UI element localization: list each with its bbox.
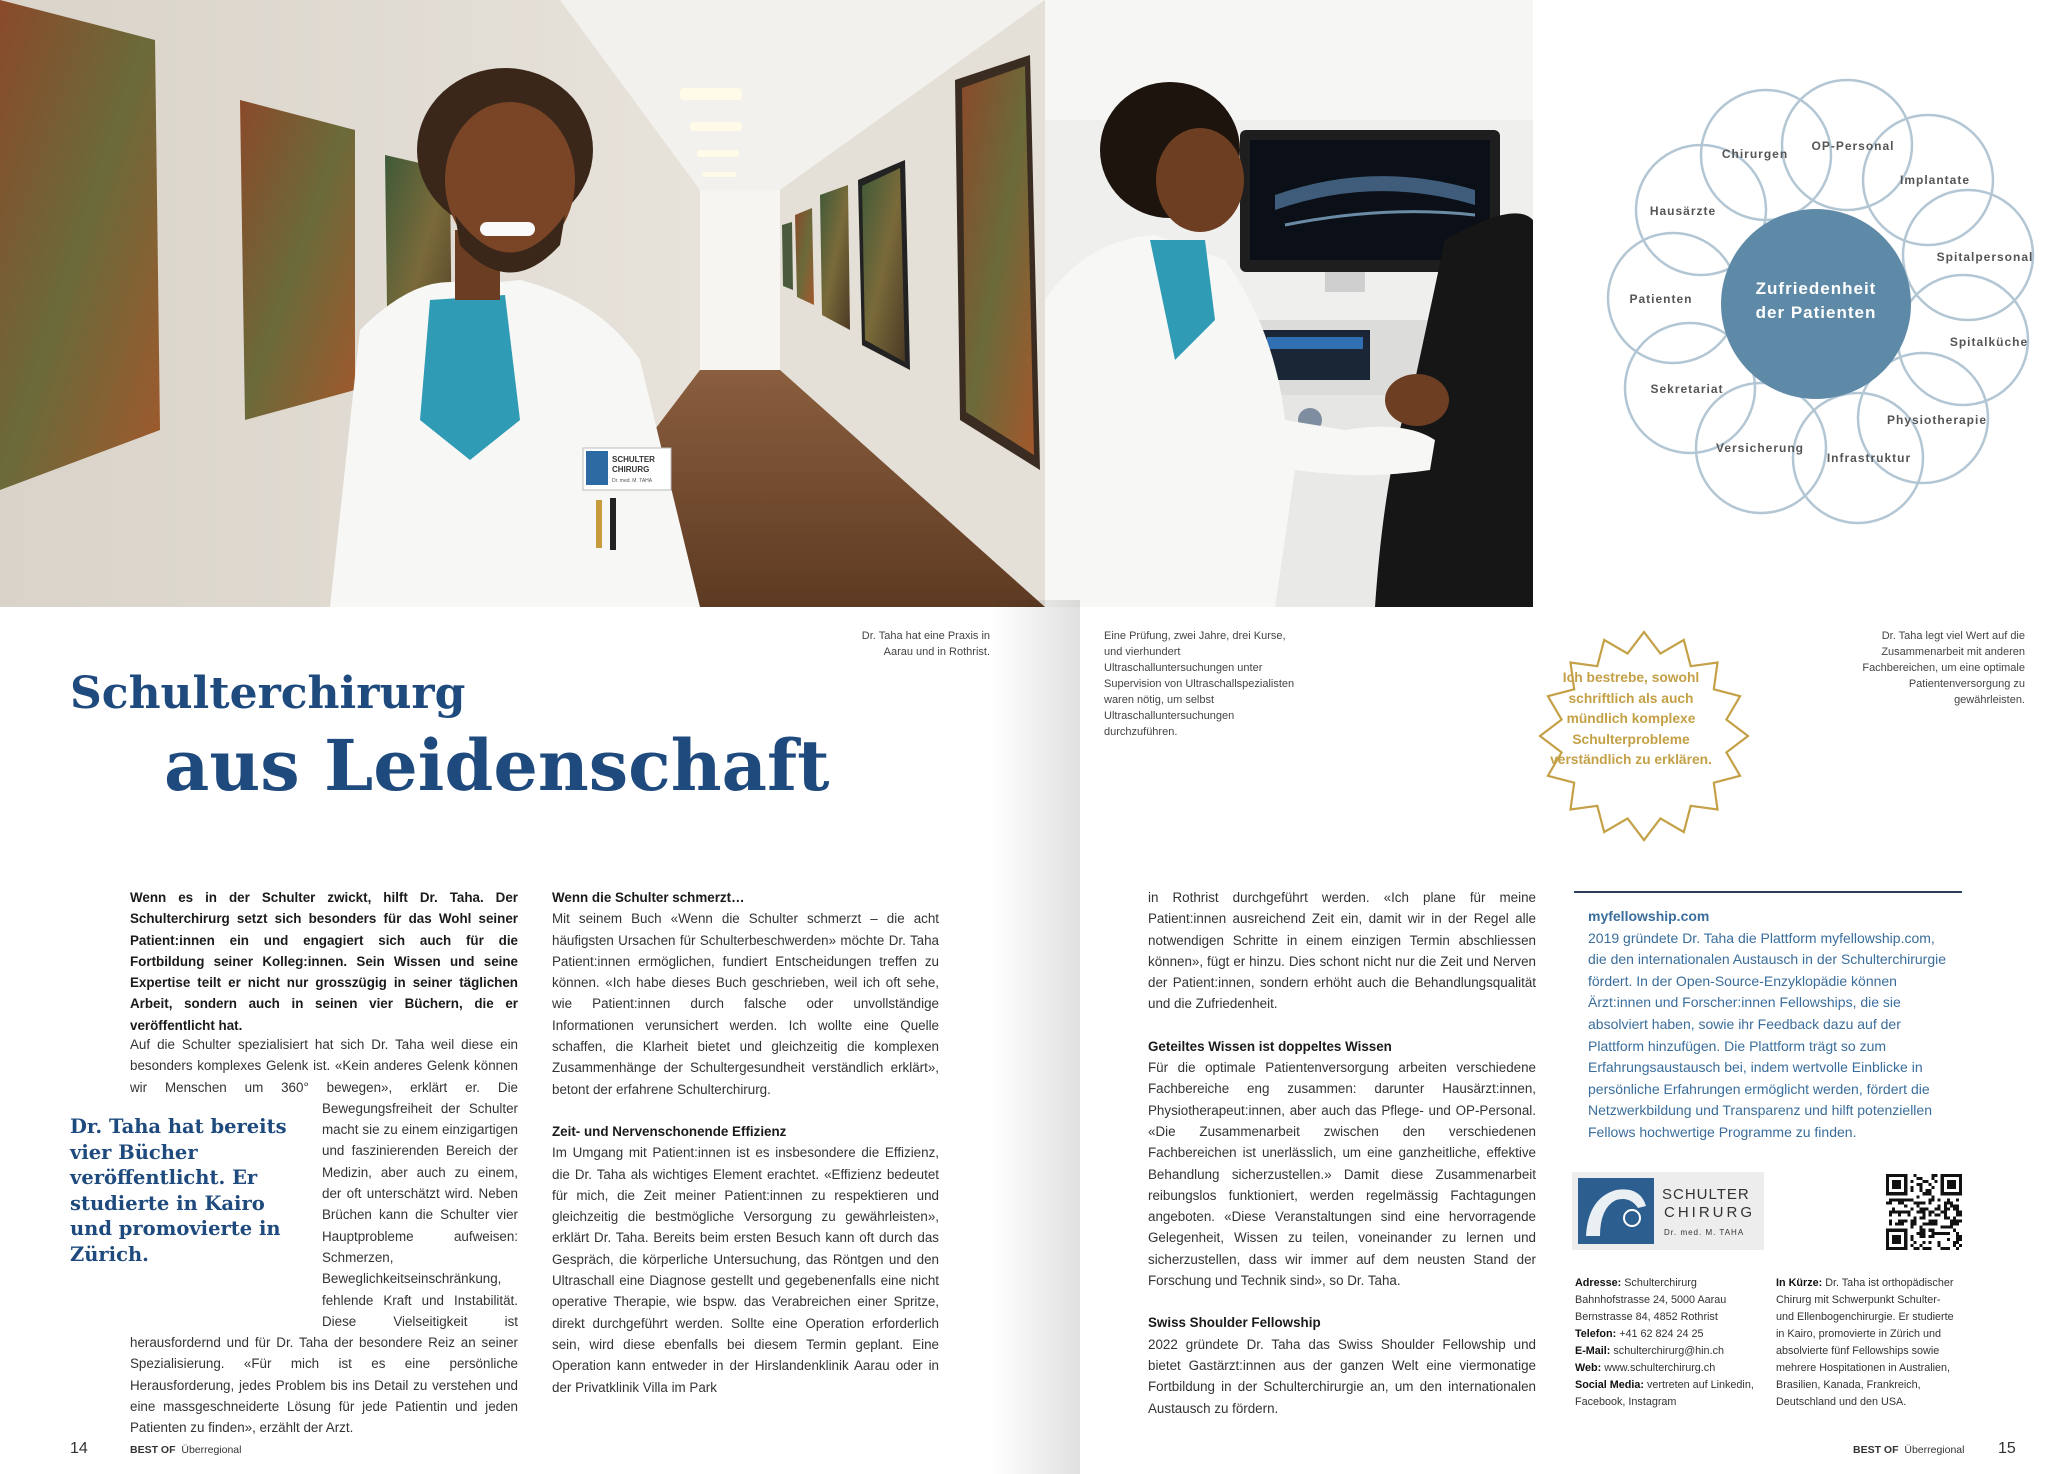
footer-brand-right: BEST OF <box>1853 1444 1899 1456</box>
address-line2: Bahnhofstrasse 24, 5000 Aarau <box>1575 1294 1727 1306</box>
ultrasound-illustration <box>1045 0 1533 607</box>
email-label: E-Mail: <box>1575 1345 1611 1357</box>
fellowship-heading[interactable]: myfellowship.com <box>1588 908 1710 924</box>
column-1 <box>130 887 518 1036</box>
paragraph-book: Mit seinem Buch «Wenn die Schulter schmerzt – die acht häufigsten Ursachen für Schulterbeschwerden» möchte Dr. Taha Patient:innen ermöglichen, fundiert Entscheidungen treffen zu können. «Ich habe dieses Buch geschrieben, weil ich oft sehe, wie Patient:innen durch falsche oder unvollständige Informationen verunsichert werden. Ich wollte eine Quelle schaffen, die Klarheit bietet und gleichzeitig die komplexen Zusammenhänge der Schultergesundheit verständlich erklärt», betont der erfahrene Schulterchirurg. <box>552 911 939 1097</box>
diagram-node-spitalpersonal: Spitalpersonal <box>1936 250 2034 264</box>
coat-badge-line1: SCHULTER <box>612 455 655 464</box>
qr-code[interactable] <box>1886 1174 1962 1250</box>
address-line3: Bernstrasse 84, 4852 Rothrist <box>1575 1311 1718 1323</box>
web-value[interactable]: www.schulterchirurg.ch <box>1604 1362 1716 1374</box>
page-title-line1: Schulterchirurg <box>70 668 466 719</box>
address-label: Adresse: <box>1575 1277 1622 1289</box>
logo-line1: SCHULTER <box>1662 1186 1750 1203</box>
caption-photo2: Eine Prüfung, zwei Jahre, drei Kurse, und vierhundert Ultraschalluntersuchungen unter Supervision von Ultraschallspezialisten waren nötig, um selbst Ultraschalluntersuchungen durchzuführen. <box>1104 630 1295 738</box>
caption-diagram: Dr. Taha legt viel Wert auf die Zusammenarbeit mit anderen Fachbereichen, um eine optimale Patientenversorgung zu gewährleisten. <box>1862 630 2025 706</box>
footer-section-left: Überregional <box>181 1444 242 1456</box>
corridor-illustration <box>0 0 1045 607</box>
highlight-quote: Ich bestrebe, sowohl schriftlich als auch mündlich komplexe Schulterprobleme verständlich zu erklären. <box>1550 670 1712 767</box>
contact-block <box>1575 1275 1767 1411</box>
logo-line2: CHIRURG <box>1664 1204 1755 1221</box>
sidebar-rule <box>1574 891 1962 893</box>
pullquote: Dr. Taha hat bereits vier Bücher veröffentlicht. Er studierte in Kairo und promovierte in Zürich. <box>70 1115 287 1266</box>
address-value: Schulterchirurg <box>1624 1277 1697 1289</box>
photo-ultrasound <box>1045 0 1533 607</box>
diagram-node-sekretariat: Sekretariat <box>1650 382 1724 396</box>
schulterchirurg-logo <box>1572 1172 1764 1250</box>
diagram-node-spitalkueche: Spitalküche <box>1949 335 2029 349</box>
page-title-line2: aus Leidenschaft <box>164 724 830 807</box>
email-value[interactable]: schulterchirurg@hin.ch <box>1613 1345 1724 1357</box>
heading-schulter-schmerzt: Wenn die Schulter schmerzt… <box>552 890 745 905</box>
diagram-node-implantate: Implantate <box>1899 173 1971 187</box>
footer-right <box>1853 1444 1964 1456</box>
diagram-svg <box>1533 0 2071 607</box>
page-number-right: 15 <box>1998 1440 2016 1457</box>
footer-section-right: Überregional <box>1904 1444 1965 1456</box>
diagram-node-versicherung: Versicherung <box>1715 441 1805 455</box>
shoulder-logo-icon <box>1578 1178 1654 1244</box>
spread-gutter-shadow <box>990 600 1080 1474</box>
web-label: Web: <box>1575 1362 1602 1374</box>
heading-wissen: Geteiltes Wissen ist doppeltes Wissen <box>1148 1038 1392 1054</box>
paragraph-fellowship: 2022 gründete Dr. Taha das Swiss Shoulder Fellowship und bietet Gastärzt:innen aus der ganzen Welt eine viermonatige Fortbildung in der Schulterchirurgie an, um den internationalen Austausch zu fördern. <box>1148 1336 1536 1416</box>
heading-fellowship: Swiss Shoulder Fellowship <box>1148 1315 1321 1331</box>
collaboration-diagram <box>1533 0 2071 607</box>
heading-effizienz: Zeit- und Nervenschonende Effizienz <box>552 1123 787 1139</box>
footer-left <box>130 1444 241 1456</box>
column-2 <box>552 887 939 1398</box>
column-3 <box>1148 887 1536 1419</box>
diagram-node-chirurgen: Chirurgen <box>1721 147 1789 161</box>
summary-label: In Kürze: <box>1776 1277 1823 1289</box>
diagram-node-op-personal: OP-Personal <box>1811 139 1895 153</box>
paragraph-continued: in Rothrist durchgeführt werden. «Ich plane für meine Patient:innen ausreichend Zeit ein, damit wir in der Regel alle notwendigen Schritte in einem einzigen Termin abschliessen können», fügt er hinzu. Dies schont nicht nur die Zeit und Nerven der Patient:innen, sondern erhöht auch die Behandlungsqualität und die Zufriedenheit. <box>1148 890 1536 1012</box>
lead-paragraph: Wenn es in der Schulter zwickt, hilft Dr. Taha. Der Schulterchirurg setzt sich besonders für das Wohl seiner Patient:innen ein und engagiert sich auch für die Fortbildung seiner Kolleg:innen. Sein Wissen und seine Expertise teilt er nicht nur grosszügig in seiner täglichen Arbeit, sondern auch in seinen vier Büchern, die er veröffentlicht hat. <box>130 890 518 1033</box>
paragraph-1: Auf die Schulter spezialisiert hat sich Dr. Taha weil diese ein besonders komplexes Gelenk ist. «Kein anderes Gelenk können wir Menschen um 360° bewegen», erklärt er. Die Bewegungsfreiheit der Schulter macht sie zu einem einzigartigen und faszinierenden Bereich der Medizin, aber auch zu einem, der oft unterschätzt wird. Neben Brüchen kann die Schulter vier Hauptprobleme aufweisen: Schmerzen, Beweglichkeitseinschränkung, fehlende Kraft und Instabilität. Diese Vielseitigkeit ist herausfordernd und für Dr. Taha der besondere Reiz an seiner Spezialisierung. «Für mich ist es eine persönliche Herausforderung, jedes Problem bis ins Detail zu verstehen und eine massgeschneiderte Lösung für jede Patientin und jeden Patienten zu finden», erzählt der Arzt. <box>130 1037 518 1436</box>
diagram-node-hausaerzte: Hausärzte <box>1649 204 1717 218</box>
phone-label: Telefon: <box>1575 1328 1617 1340</box>
diagram-center-line: der Patienten <box>1755 303 1877 322</box>
summary-text: Dr. Taha ist orthopädischer Chirurg mit Schwerpunkt Schulter- und Ellenbogenchirurgie. Er studierte in Kairo, promovierte in Zürich und absolvierte fünf Fellowships sowie mehrere Hospitationen in Australien, Brasilien, Kanada, Frankreich, Deutschland und den USA. <box>1776 1277 1954 1408</box>
paragraph-wissen: Für die optimale Patientenversorgung arbeiten verschiedene Fachbereiche eng zusammen: darunter Hausärzt:innen, Physiotherapeut:innen, aber auch das Pflege- und OP-Personal. «Die Zusammenarbeit zwischen den verschiedenen Fachbereichen ist unerlässlich, um eine ganzheitliche, effektive Behandlung sicherzustellen.» Damit diese Zusammenarbeit reibungslos funktioniert, werden regelmässig Fachtagungen angeboten. «Diese Veranstaltungen sind eine hervorragende Gelegenheit, Wissen zu teilen, voneinander zu lernen und sicherzustellen, dass wir immer auf dem neusten Stand der Forschung und Technik sind», so Dr. Taha. <box>1148 1060 1536 1289</box>
diagram-center-line: Zufriedenheit <box>1755 279 1877 298</box>
fellowship-box <box>1588 906 1954 1144</box>
phone-value[interactable]: +41 62 824 24 25 <box>1619 1328 1704 1340</box>
coat-badge-line2: CHIRURG <box>612 465 650 474</box>
diagram-node-patienten: Patienten <box>1629 292 1693 306</box>
diagram-node-physiotherapie: Physiotherapie <box>1886 413 1988 427</box>
page-number-left: 14 <box>70 1440 88 1457</box>
logo-line3: Dr. med. M. TAHA <box>1664 1228 1745 1237</box>
fellowship-text: 2019 gründete Dr. Taha die Plattform myfellowship.com, die den internationalen Austausch in der Schulterchirurgie fördert. In der Open-Source-Enzyklopädie können Ärzt:innen und Forscher:innen Fellowships, die sie absolviert haben, sowie ihr Feedback dazu auf der Plattform hinzufügen. Die Plattform trägt so zum Erfahrungsaustausch bei, indem wertvolle Einblicke in persönliche Erfahrungen ermöglicht werden, fördert die Netzwerkbildung und Transparenz und hilft potenziellen Fellows hochwertige Programme zu finden. <box>1588 929 1947 1140</box>
diagram-node-infrastruktur: Infrastruktur <box>1826 451 1912 465</box>
caption-photo1: Dr. Taha hat eine Praxis in Aarau und in Rothrist. <box>861 630 990 658</box>
social-label: Social Media: <box>1575 1379 1644 1391</box>
coat-badge-line3: Dr. med. M. TAHA <box>612 478 653 484</box>
social-value: vertreten auf Linkedin, Facebook, Instagram <box>1575 1379 1754 1408</box>
footer-brand-left: BEST OF <box>130 1444 176 1456</box>
photo-doctor-corridor <box>0 0 1045 607</box>
summary-block <box>1776 1275 1956 1411</box>
paragraph-effizienz: Im Umgang mit Patient:innen ist es insbesondere die Effizienz, die Dr. Taha als wichtiges Element erachtet. «Effizienz bedeutet für mich, die Zeit meiner Patient:innen zu respektieren und gleichzeitig die bestmögliche Versorgung zu gewährleisten», erklärt Dr. Taha. Bereits beim ersten Besuch kann oft durch das Gespräch, die körperliche Untersuchung, das Röntgen und den Ultraschall eine Diagnose gestellt und gegebenenfalls eine nicht operative Therapie, wie bspw. das Verabreichen einer Spritze, direkt durchgeführt werden. Sollte eine Operation erforderlich sein, wird diese ebenfalls bei diesem Termin geplant. Eine Operation kann entweder in der Hirslandenklinik Aarau oder in der Privatklinik Villa im Park <box>552 1145 939 1395</box>
